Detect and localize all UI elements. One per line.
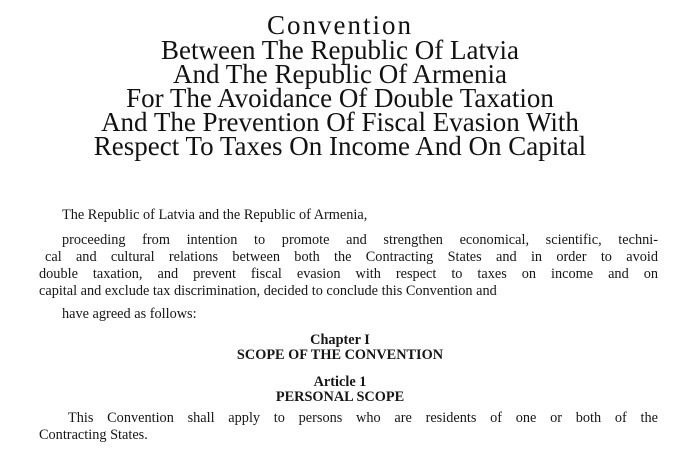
article-number: Article 1 [313,374,367,390]
article-text-line: Contracting States. [39,427,148,443]
title-line: And The Republic Of Armenia [173,59,507,89]
preamble-line: capital and exclude tax discrimination, decided to conclude this Convention and [39,283,497,299]
preamble-agreed: have agreed as follows: [62,306,197,322]
preamble-line: cal and cultural relations between both the Contracting States and in order to avoid [45,249,658,265]
preamble-parties: The Republic of Latvia and the Republic of Armenia, [62,207,368,223]
preamble-line: proceeding from intention to promote and strengthen economical, scientific, techni- [62,232,658,248]
title-line: Between The Republic Of Latvia [161,35,519,65]
title-line: For The Avoidance Of Double Taxation [126,83,554,113]
chapter-number: Chapter I [310,332,370,348]
document-title [0,10,680,161]
title-line: And The Prevention Of Fiscal Evasion With [101,107,579,137]
chapter-title: SCOPE OF THE CONVENTION [236,347,444,363]
title-line: Convention [267,10,413,40]
article-text-line: This Convention shall apply to persons who are residents of one or both of the [68,410,658,426]
title-line: Respect To Taxes On Income And On Capital [93,131,587,161]
article-title: PERSONAL SCOPE [275,389,405,405]
preamble-line: double taxation, and prevent fiscal evasion with respect to taxes on income and on [39,266,658,282]
